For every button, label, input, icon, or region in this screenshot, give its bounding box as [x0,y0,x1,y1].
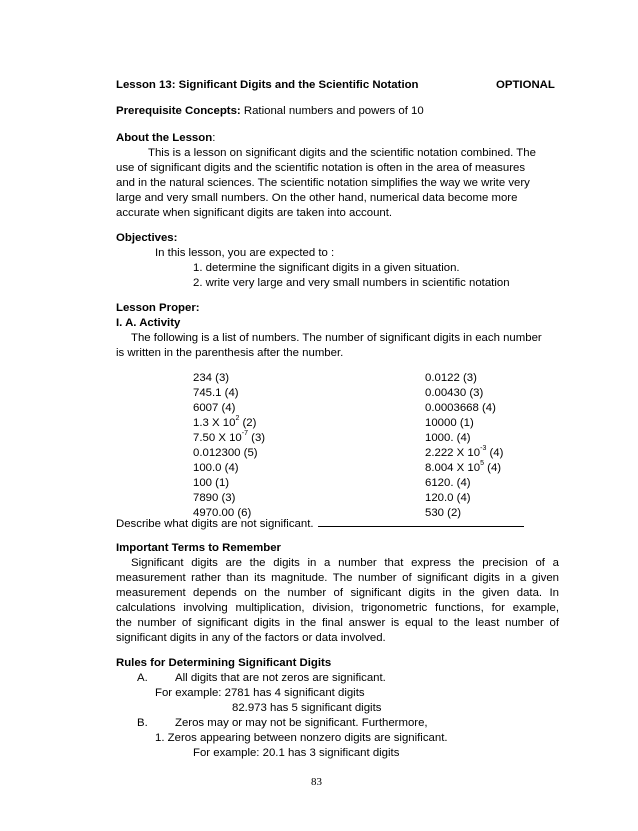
number-entry [425,416,474,430]
question-text: Describe what digits are not significant. [116,518,314,530]
answer-blank[interactable] [318,515,524,527]
lesson-title: Lesson 13: Significant Digits and the Scientific Notation [116,79,419,91]
number-value: 8.004 X 10 [425,462,481,474]
number-value: 2.222 X 10 [425,447,481,459]
number-value: 6007 (4) [193,402,236,414]
number-entry [193,491,235,505]
number-value: 0.012300 (5) [193,447,258,459]
terms-line-3: measurement depends on the number of significant digits in the given data. In [116,587,559,599]
terms-line-2: measurement rather than its magnitude. The number of significant digits in a given [116,572,559,584]
number-value: 100.0 (4) [193,462,239,474]
rule-a-example-1: For example: 2781 has 4 significant digits [155,687,365,699]
number-entry [425,401,496,415]
objective-item-1: 1. determine the significant digits in a given situation. [193,262,460,274]
exponent: 5 [480,460,485,467]
number-value: 6120. (4) [425,477,471,489]
prerequisite-line [116,104,424,118]
number-value: 100 (1) [193,477,230,489]
activity-intro-line-2: is written in the parenthesis after the number. [116,347,344,359]
number-entry [425,431,471,445]
terms-line-5: the number of significant digits in the final answer is equal to the least number of [116,617,559,629]
significant-count: (3) [248,432,266,444]
objectives-intro: In this lesson, you are expected to : [155,247,335,259]
number-value: 1000. (4) [425,432,471,444]
rule-a-example-2: 82.973 has 5 significant digits [232,702,382,714]
number-entry [193,431,265,445]
number-value: 120.0 (4) [425,492,471,504]
number-value: 234 (3) [193,372,230,384]
rule-b-letter: B. [137,717,148,729]
about-line-2: use of significant digits and the scientific notation is often in the area of measures [116,162,526,174]
terms-line-4: calculations involving multiplication, division, trigonometric functions, for example, [116,602,559,614]
about-line-1: This is a lesson on significant digits and the scientific notation combined. The [148,147,536,159]
significant-count: (2) [239,417,257,429]
number-entry [193,416,256,430]
rule-b-item-1-example: For example: 20.1 has 3 significant digits [193,747,400,759]
significant-count: (4) [486,447,504,459]
exponent: -3 [480,445,487,452]
number-entry [193,461,239,475]
number-value: 0.0122 (3) [425,372,477,384]
number-entry [425,371,477,385]
number-value: 4970.00 (6) [193,507,252,519]
about-label: About the Lesson [116,132,213,144]
about-line-4: large and very small numbers. On the other hand, numerical data become more [116,192,518,204]
number-entry [193,476,229,490]
number-entry [193,446,258,460]
objectives-heading: Objectives: [116,232,178,244]
number-entry [425,491,471,505]
rules-heading: Rules for Determining Significant Digits [116,657,332,669]
number-value: 530 (2) [425,507,462,519]
activity-intro-line-1: The following is a list of numbers. The number of significant digits in each number [131,332,542,344]
exponent: -7 [241,430,249,437]
number-value: 1.3 X 10 [193,417,236,429]
number-value: 10000 (1) [425,417,474,429]
number-entry [425,461,501,475]
activity-heading: I. A. Activity [116,317,181,329]
optional-label: OPTIONAL [496,79,555,91]
terms-line-6: significant digits in any of the factors or data involved. [116,632,386,644]
lesson-proper-heading: Lesson Proper: [116,302,200,314]
rule-a-letter: A. [137,672,148,684]
about-line-5: accurate when significant digits are taken into account. [116,207,393,219]
terms-line-1: Significant digits are the digits in a number that express the precision of a [131,557,559,569]
rule-a-text: All digits that are not zeros are significant. [175,672,386,684]
rule-b-item-1: 1. Zeros appearing between nonzero digits are significant. [155,732,448,744]
number-entry [425,446,503,460]
number-value: 0.0003668 (4) [425,402,496,414]
number-entry [425,386,483,400]
about-heading [116,131,215,145]
number-entry [193,386,239,400]
number-entry [425,476,471,490]
prerequisite-label: Prerequisite Concepts: [116,105,241,117]
exponent: 2 [235,415,240,422]
about-colon: : [212,132,216,144]
number-value: 0.00430 (3) [425,387,484,399]
number-entry [193,401,235,415]
significant-count: (4) [484,462,502,474]
number-value: 745.1 (4) [193,387,239,399]
number-entry [193,371,229,385]
number-value: 7.50 X 10 [193,432,242,444]
about-line-3: and in the natural sciences. The scientific notation simplifies the way we write very [116,177,530,189]
objective-item-2: 2. write very large and very small numbers in scientific notation [193,277,510,289]
number-value: 7890 (3) [193,492,236,504]
terms-heading: Important Terms to Remember [116,542,281,554]
prerequisite-text: Rational numbers and powers of 10 [240,105,424,117]
question-line [116,515,524,531]
page-number: 83 [311,776,322,788]
rule-b-text: Zeros may or may not be significant. Furthermore, [175,717,428,729]
